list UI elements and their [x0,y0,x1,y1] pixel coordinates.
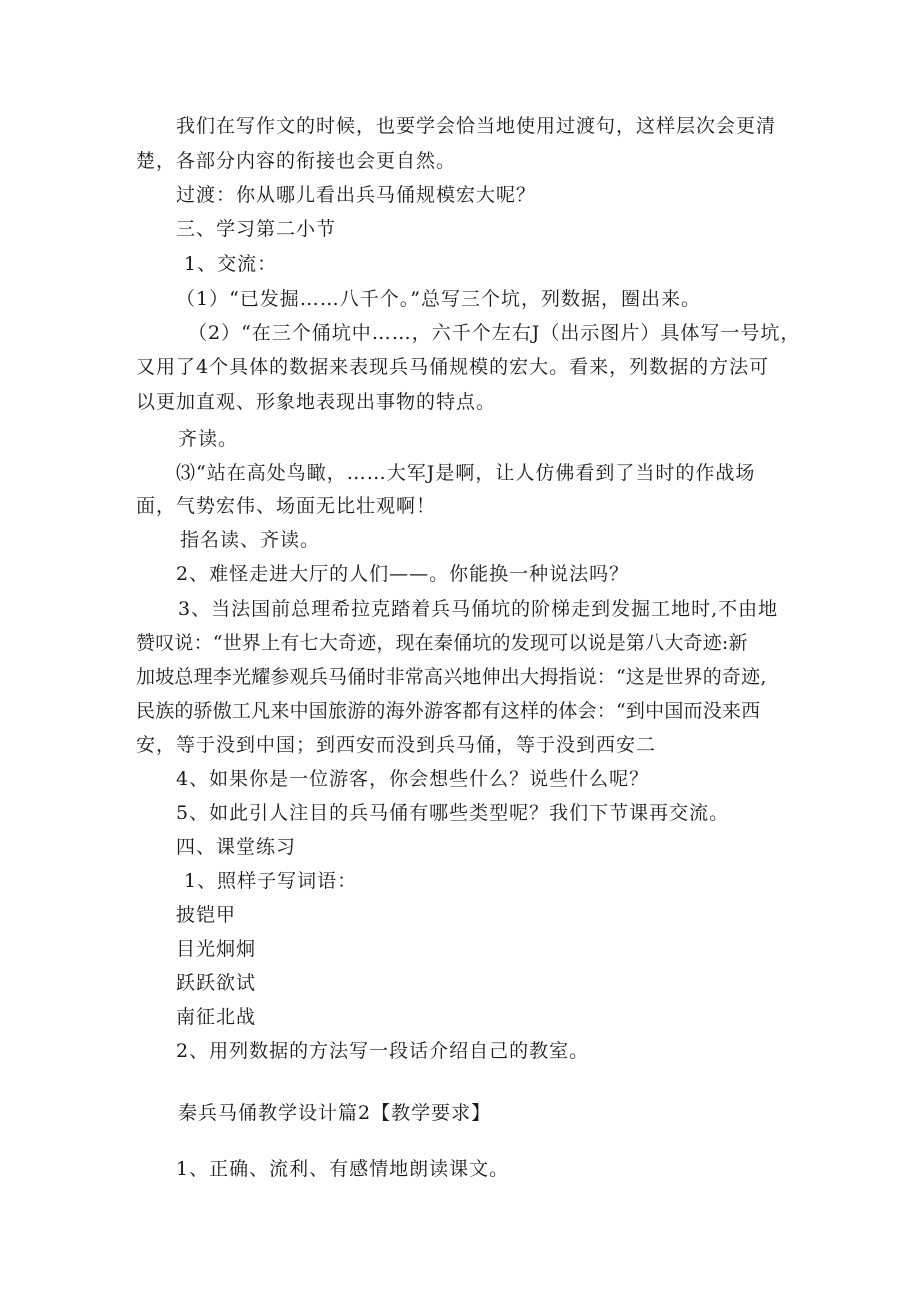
paragraph-line: 我们在写作文的时候，也要学会恰当地使用过渡句，这样层次会更清 [176,115,777,137]
list-item: （1）“已发掘……八千个。”总写三个坑，列数据，圈出来。 [176,288,702,310]
paragraph-line: 齐读。 [178,428,239,450]
paragraph-line: 又用了4个具体的数据来表现兵马俑规模的宏大。看来，列数据的方法可 [136,356,770,378]
list-item: 1、正确、流利、有感情地朗读课文。 [176,1158,510,1180]
list-item: 1、交流： [184,253,278,275]
word-example: 南征北战 [176,1006,257,1028]
word-example: 披铠甲 [176,904,237,926]
list-item: ⑶“站在高处鸟瞰，……大军J是啊，让人仿佛看到了当时的作战场 [176,462,756,484]
list-item: 4、如果你是一位游客，你会想些什么？说些什么呢？ [176,768,650,790]
section-heading: 四、课堂练习 [176,836,297,858]
list-item: 5、如此引人注目的兵马俑有哪些类型呢？我们下节课再交流。 [176,802,730,824]
chapter-heading: 秦兵马俑教学设计篇2【教学要求】 [178,1102,492,1124]
word-example: 跃跃欲试 [176,972,257,994]
list-item: （2）“在三个俑坑中……，六千个左右J（出示图片）具体写一号坑， [188,322,801,344]
paragraph-line: 加坡总理李光耀参观兵马俑时非常高兴地伸出大拇指说：“这是世界的奇迹, [136,666,767,688]
paragraph-line: 面，气势宏伟、场面无比壮观啊！ [136,495,437,517]
list-item: 1、照样子写词语： [184,870,358,892]
paragraph-line: 以更加直观、形象地表现出事物的特点。 [136,391,497,413]
paragraph-line: 赞叹说：“世界上有七大奇迹，现在秦俑坑的发现可以说是第八大奇迹:新 [136,632,748,654]
word-example: 目光炯炯 [176,938,257,960]
paragraph-line: 指名读、齐读。 [180,529,321,551]
paragraph-line: 民族的骄傲工凡来中国旅游的海外游客都有这样的体会：“到中国而没来西 [136,700,761,722]
list-item: 2、难怪走进大厅的人们——。你能换一种说法吗？ [176,563,630,585]
list-item: 2、用列数据的方法写一段话介绍自己的教室。 [176,1040,590,1062]
paragraph-line: 安，等于没到中国；到西安而没到兵马俑，等于没到西安二 [136,734,657,756]
list-item: 3、当法国前总理希拉克踏着兵马俑坑的阶梯走到发掘工地时,不由地 [178,598,779,620]
paragraph-line: 楚，各部分内容的衔接也会更自然。 [136,150,457,172]
section-heading: 三、学习第二小节 [176,218,337,240]
paragraph-line: 过渡：你从哪儿看出兵马俑规模宏大呢？ [176,184,537,206]
